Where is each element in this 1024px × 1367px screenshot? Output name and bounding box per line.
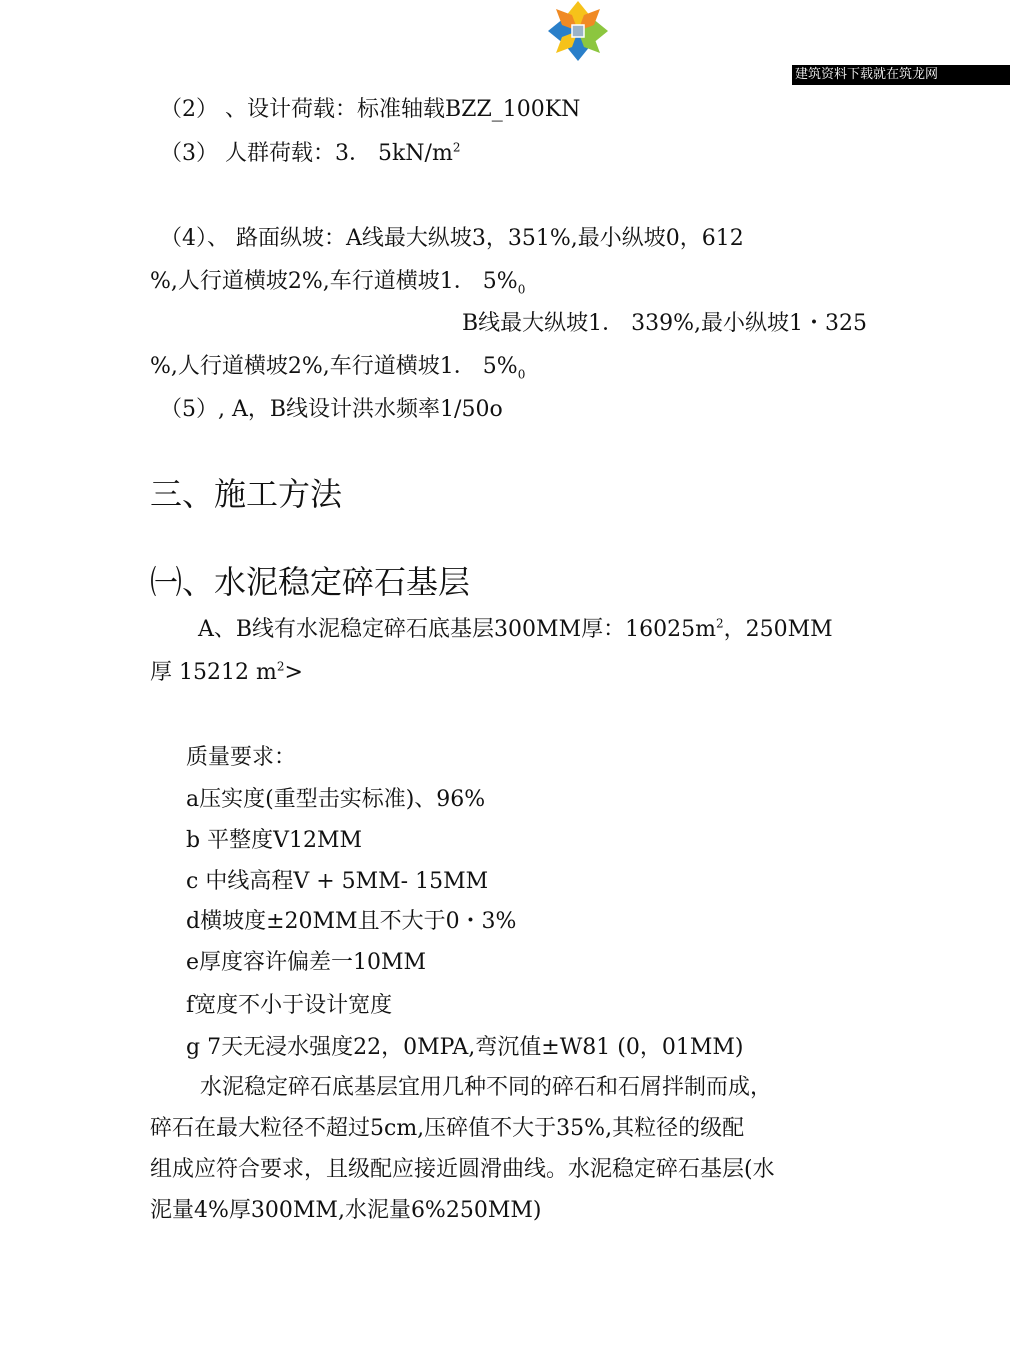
requirement-g: g 7天无浸水强度22，0MPA,弯沉值±W81 (0，01MM)	[186, 1035, 744, 1060]
flood-frequency-line: （5）, A，B线设计洪水频率1/50o	[160, 397, 503, 422]
paragraph-line-2: 碎石在最大粒径不超过5cm,压碎值不大于35%,其粒径的级配	[150, 1116, 745, 1141]
quantity-text-1: A、B线有水泥稳定碎石底基层300MM厚：16025m	[198, 617, 716, 642]
quantity-line-2	[150, 658, 303, 688]
design-load-line: （2） 、设计荷载：标准轴载BZZ_100KN	[160, 97, 581, 122]
slope-a-cont-sub: 0	[517, 282, 526, 297]
section-heading: 三、施工方法	[150, 475, 343, 513]
quantity-exp-1: 2	[715, 616, 724, 631]
quality-requirements-title: 质量要求：	[186, 745, 297, 770]
crowd-load-text: （3） 人群荷载：3． 5kN/m	[160, 141, 453, 166]
slope-a-line: （4）、 路面纵坡：A线最大纵坡3，351%,最小纵坡0，612	[160, 226, 744, 251]
slope-b-cont-line	[150, 352, 525, 382]
slope-a-cont-text: %,人行道横坡2%,车行道横坡1． 5%	[150, 269, 518, 294]
requirement-c: c 中线高程V + 5MM- 15MM	[186, 869, 489, 894]
slope-b-line: B线最大纵坡1． 339%,最小纵坡1・325	[462, 311, 868, 336]
quantity-exp-2: 2	[276, 659, 285, 674]
paragraph-line-3: 组成应符合要求，且级配应接近圆滑曲线。水泥稳定碎石基层(水	[150, 1157, 775, 1182]
quantity-text-2b: >	[284, 660, 303, 685]
requirement-d: d横坡度±20MM且不大于0・3%	[186, 909, 517, 934]
subsection-heading: ㈠、水泥稳定碎石基层	[150, 563, 471, 601]
slope-b-cont-sub: 0	[517, 367, 526, 382]
quantity-line-1	[198, 615, 833, 645]
quantity-text-1b: ，250MM	[723, 617, 833, 642]
paragraph-line-4: 泥量4%厚300MM,水泥量6%250MM)	[150, 1198, 542, 1223]
quantity-text-2: 厚 15212 m	[150, 660, 277, 685]
requirement-f: f宽度不小于设计宽度	[186, 993, 393, 1018]
site-banner: 建筑资料下载就在筑龙网	[792, 65, 1010, 85]
requirement-e: e厚度容许偏差一10MM	[186, 950, 427, 975]
requirement-a: a压实度(重型击实标准)、96%	[186, 787, 486, 812]
paragraph-line-1: 水泥稳定碎石底基层宜用几种不同的碎石和石屑拌制而成，	[200, 1075, 773, 1100]
slope-b-cont-text: %,人行道横坡2%,车行道横坡1． 5%	[150, 354, 518, 379]
requirement-b: b 平整度V12MM	[186, 828, 363, 853]
crowd-load-unit-exp: 2	[452, 140, 461, 155]
site-logo	[546, 0, 610, 62]
slope-a-cont-line	[150, 267, 525, 297]
crowd-load-line	[160, 139, 460, 169]
